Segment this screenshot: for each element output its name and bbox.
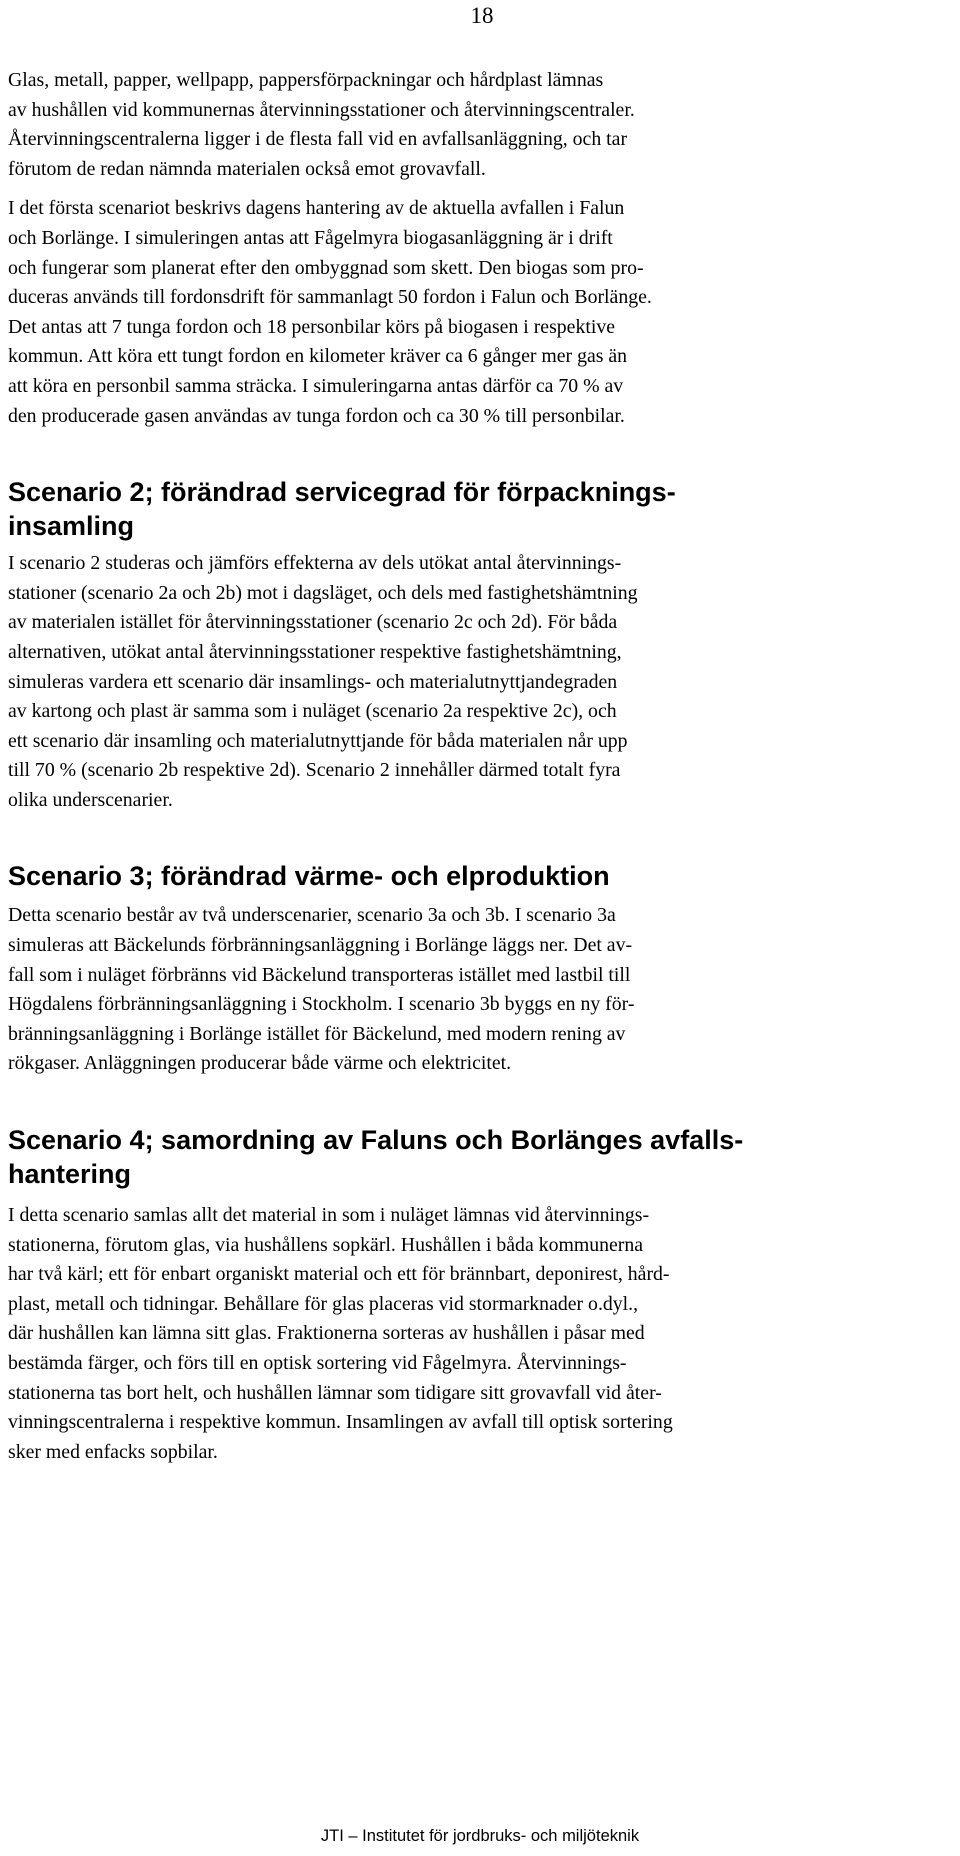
text-line: I det första scenariot beskrivs dagens hantering av de aktuella avfallen i Falun xyxy=(8,197,625,220)
paragraph-intro xyxy=(8,66,956,184)
paragraph-scenario-4 xyxy=(8,1201,956,1467)
text-line: bestämda färger, och förs till en optisk sortering vid Fågelmyra. Återvinnings- xyxy=(8,1352,627,1374)
text-line: vinningscentralerna i respektive kommun. Insamlingen av avfall till optisk sortering xyxy=(8,1411,673,1434)
text-line: bränningsanläggning i Borlänge istället för Bäckelund, med modern rening av xyxy=(8,1022,626,1045)
text-line: fall som i nuläget förbränns vid Bäckelund transporteras istället med lastbil till xyxy=(8,963,631,986)
paragraph-scenario-2 xyxy=(8,549,956,815)
text-line: att köra en personbil samma sträcka. I simuleringarna antas därför ca 70 % av xyxy=(8,374,624,397)
text-line: av kartong och plast är samma som i nuläget (scenario 2a respektive 2c), och xyxy=(8,700,617,723)
text-line: ett scenario där insamling och materialutnyttjande för båda materialen når upp xyxy=(8,729,628,752)
text-line: stationer (scenario 2a och 2b) mot i dagsläget, och dels med fastighetshämtning xyxy=(8,581,638,604)
text-line: och fungerar som planerat efter den ombyggnad som skett. Den biogas som pro- xyxy=(8,256,644,279)
page-number: 18 xyxy=(470,3,494,28)
text-line: av hushållen vid kommunernas återvinningsstationer och återvinningscentraler. xyxy=(8,98,635,121)
text-line: rökgaser. Anläggningen producerar både värme och elektricitet. xyxy=(8,1052,512,1075)
paragraph-scenario-1 xyxy=(8,194,956,431)
text-line: stationerna, förutom glas, via hushållens sopkärl. Hushållen i båda kommunerna xyxy=(8,1233,644,1256)
text-line: simuleras att Bäckelunds förbränningsanläggning i Borlänge läggs ner. Det av- xyxy=(8,934,633,957)
heading-scenario-4 xyxy=(8,1123,956,1191)
text-line: Det antas att 7 tunga fordon och 18 personbilar körs på biogasen i respektive xyxy=(8,315,616,338)
text-line: hantering xyxy=(8,1159,132,1190)
text-line: Glas, metall, papper, wellpapp, pappersförpackningar och hårdplast lämnas xyxy=(8,69,604,91)
heading-scenario-3 xyxy=(8,859,956,893)
text-line: den producerade gasen användas av tunga fordon och ca 30 % till personbilar. xyxy=(8,404,625,427)
text-line: alternativen, utökat antal återvinningsstationer respektive fastighetshämtning, xyxy=(8,640,622,663)
text-line: har två kärl; ett för enbart organiskt material och ett för brännbart, deponirest, hård- xyxy=(8,1263,670,1286)
text-line: plast, metall och tidningar. Behållare för glas placeras vid stormarknader o.dyl., xyxy=(8,1292,639,1315)
paragraph-scenario-3 xyxy=(8,901,956,1079)
text-line: förutom de redan nämnda materialen också emot grovavfall. xyxy=(8,157,486,180)
text-line: Scenario 2; förändrad servicegrad för förpacknings- xyxy=(8,477,676,508)
page-footer: JTI – Institutet för jordbruks- och miljöteknik xyxy=(320,1827,640,1845)
heading-scenario-2 xyxy=(8,475,956,543)
text-line: kommun. Att köra ett tungt fordon en kilometer kräver ca 6 gånger mer gas än xyxy=(8,345,628,368)
text-line: I scenario 2 studeras och jämförs effekterna av dels utökat antal återvinnings- xyxy=(8,552,622,575)
text-line: sker med enfacks sopbilar. xyxy=(8,1440,218,1463)
text-line: stationerna tas bort helt, och hushållen lämnar som tidigare sitt grovavfall vid åter- xyxy=(8,1381,662,1404)
text-line: Scenario 3; förändrad värme- och elproduktion xyxy=(8,861,610,892)
text-line: av materialen istället för återvinningsstationer (scenario 2c och 2d). För båda xyxy=(8,611,618,634)
text-line: duceras används till fordonsdrift för sammanlagt 50 fordon i Falun och Borlänge. xyxy=(8,286,652,309)
document-body xyxy=(8,66,956,1467)
text-line: Högdalens förbränningsanläggning i Stockholm. I scenario 3b byggs en ny för- xyxy=(8,993,635,1016)
text-line: insamling xyxy=(8,511,135,542)
text-line: Återvinningscentralerna ligger i de flesta fall vid en avfallsanläggning, och tar xyxy=(8,128,628,151)
text-line: Detta scenario består av två underscenarier, scenario 3a och 3b. I scenario 3a xyxy=(8,904,616,927)
text-line: Scenario 4; samordning av Faluns och Borlänges avfalls- xyxy=(8,1125,744,1156)
text-line: och Borlänge. I simuleringen antas att Fågelmyra biogasanläggning är i drift xyxy=(8,226,613,249)
text-line: olika underscenarier. xyxy=(8,788,173,811)
text-line: I detta scenario samlas allt det material in som i nuläget lämnas vid återvinnings- xyxy=(8,1204,650,1227)
text-line: där hushållen kan lämna sitt glas. Fraktionerna sorteras av hushållen i påsar med xyxy=(8,1322,645,1345)
text-line: till 70 % (scenario 2b respektive 2d). Scenario 2 innehåller därmed totalt fyra xyxy=(8,759,621,782)
text-line: simuleras vardera ett scenario där insamlings- och materialutnyttjandegraden xyxy=(8,670,618,693)
